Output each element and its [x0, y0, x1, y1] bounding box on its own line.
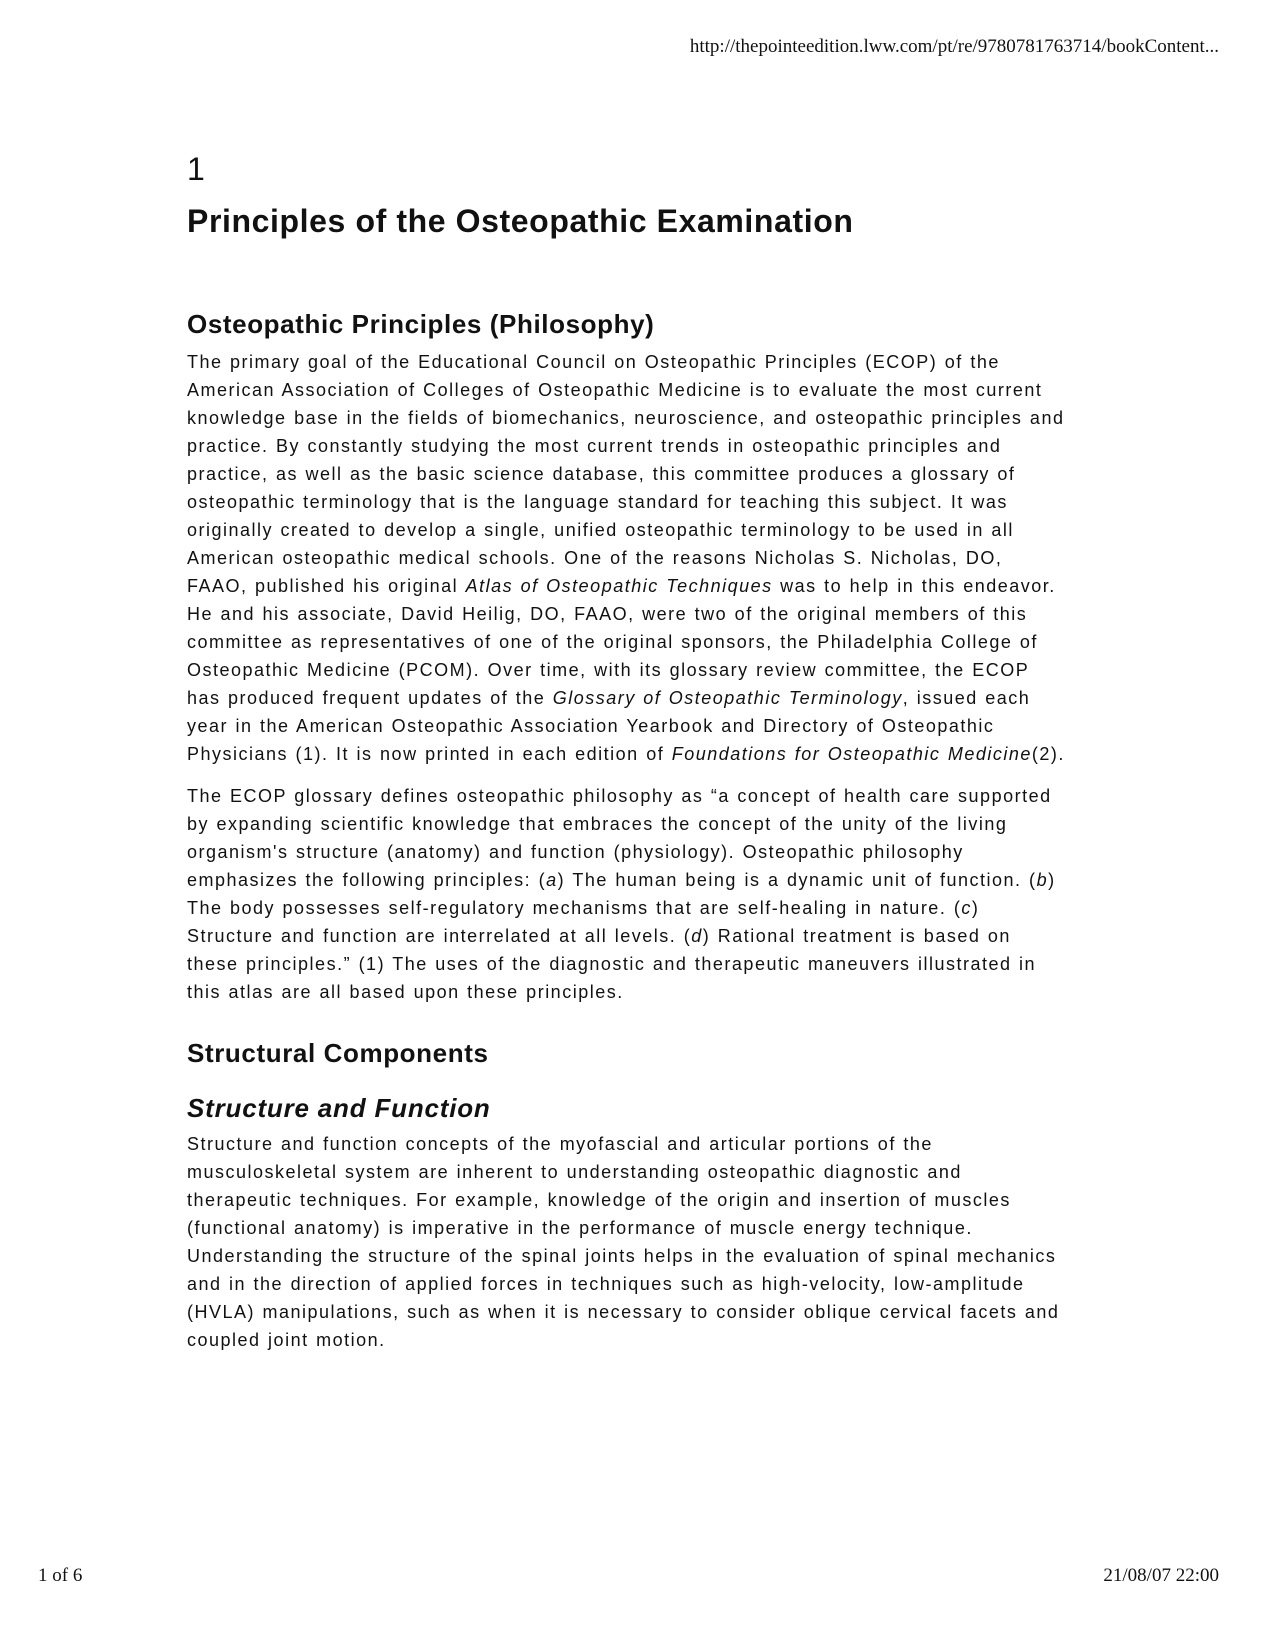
header-url: http://thepointeedition.lww.com/pt/re/9780781763714/bookContent... — [689, 36, 1219, 57]
text-run: The primary goal of the Educational Council on Osteopathic Principles (ECOP) of the American Association of Colleges of Osteopathic Medicine is to evaluate the most current knowledge base in the fields of biomechanics, neuroscience, and osteopathic principles and practice. By constantly studying the most current trends in osteopathic principles and practice, as well as the basic science database, this committee produces a glossary of osteopathic terminology that is the language standard for teaching this subject. It was originally created to develop a single, unified osteopathic terminology to be used in all American osteopathic medical schools. One of the reasons Nicholas S. Nicholas, DO, FAAO, published his original — [187, 351, 1065, 596]
page-content — [187, 150, 1067, 1354]
page-counter: 1 of 6 — [38, 1565, 83, 1586]
text-run: ) Rational treatment is based on these principles.” (1) The uses of the diagnostic and therapeutic maneuvers illustrated in this atlas are all based upon these principles. — [187, 925, 1037, 1002]
book-title-atlas: Atlas of Osteopathic Techniques — [465, 575, 773, 596]
list-marker-c: c — [961, 897, 972, 918]
book-title-foundations: Foundations for Osteopathic Medicine — [671, 743, 1032, 764]
text-run: ) The body possesses self-regulatory mechanisms that are self-healing in nature. ( — [187, 869, 1056, 918]
section-heading-structural-components: Structural Components — [187, 1037, 489, 1068]
chapter-title: Principles of the Osteopathic Examination — [187, 203, 854, 240]
paragraph-structure-function: Structure and function concepts of the myofascial and articular portions of the musculoskeletal system are inherent to understanding osteopathic diagnostic and therapeutic techniques. For example, knowledge of the origin and insertion of muscles (functional anatomy) is imperative in the performance of muscle energy technique. Understanding the structure of the spinal joints helps in the evaluation of spinal mechanics and in the direction of applied forces in techniques such as high-velocity, low-amplitude (HVLA) manipulations, such as when it is necessary to consider oblique cervical facets and coupled joint motion. — [187, 1134, 1060, 1351]
list-marker-a: a — [546, 869, 558, 890]
subsection-heading-structure-function: Structure and Function — [187, 1093, 491, 1124]
book-title-glossary: Glossary of Osteopathic Terminology — [552, 687, 903, 708]
text-run: ) The human being is a dynamic unit of function. ( — [557, 869, 1037, 890]
chapter-number: 1 — [187, 151, 206, 187]
text-run: The ECOP glossary defines osteopathic philosophy as “a concept of health care supported by expanding scientific knowledge that embraces the concept of the unity of the living organism's structure (anatomy) and function (physiology). Osteopathic philosophy emphasizes the following principles: ( — [187, 785, 1052, 890]
list-marker-d: d — [691, 925, 703, 946]
text-run: (2). — [1031, 743, 1065, 764]
paragraph-ecop-philosophy — [187, 782, 1067, 1006]
list-marker-b: b — [1036, 869, 1049, 890]
section-heading-osteopathic-principles: Osteopathic Principles (Philosophy) — [187, 308, 655, 339]
print-timestamp: 21/08/07 22:00 — [1103, 1565, 1219, 1586]
text-run: , issued each year in the American Osteopathic Association Yearbook and Directory of Osteopathic Physicians (1). It is now printed in each edition of — [187, 687, 1031, 764]
text-run: was to help in this endeavor. He and his associate, David Heilig, DO, FAAO, were two of the original members of this committee as representatives of one of the original sponsors, the Philadelphia College of Osteopathic Medicine (PCOM). Over time, with its glossary review committee, the ECOP has produced frequent updates of the — [187, 575, 1056, 708]
text-run: ) Structure and function are interrelated at all levels. ( — [187, 897, 980, 946]
paragraph-ecop-goal — [187, 348, 1067, 768]
